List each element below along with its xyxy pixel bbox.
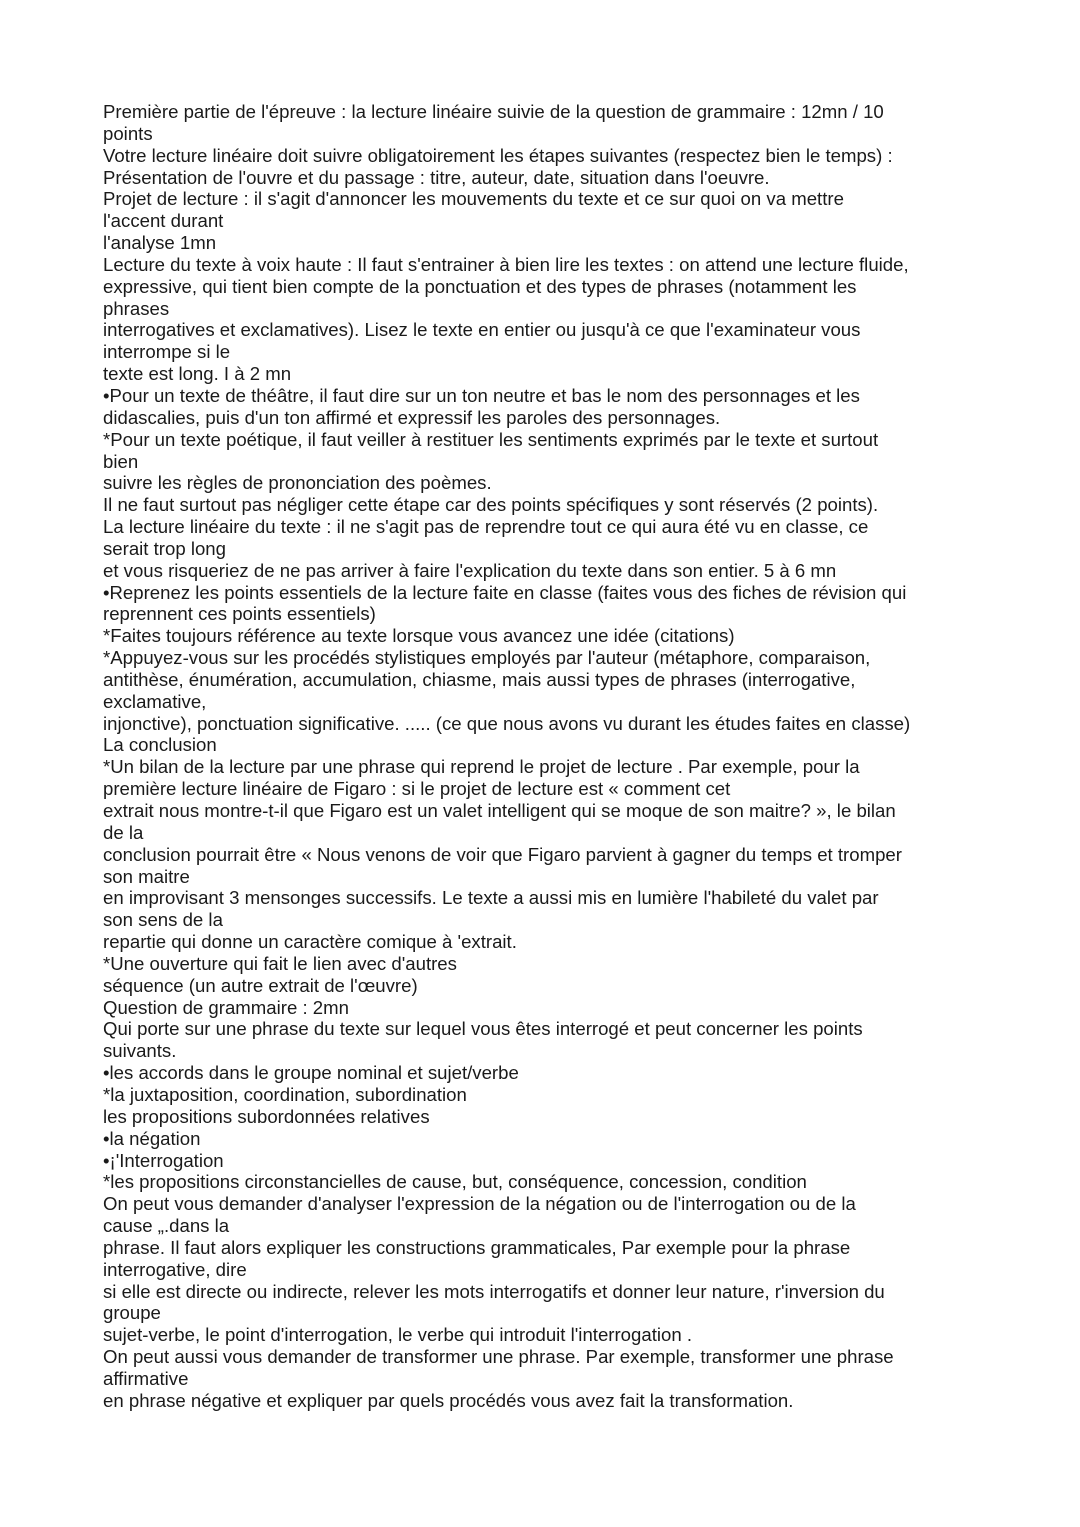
text-line: Question de grammaire : 2mn	[103, 996, 349, 1018]
text-line: On peut vous demander d'analyser l'expression de la négation ou de l'interrogation ou de la	[103, 1193, 856, 1215]
text-line: *la juxtaposition, coordination, subordination	[103, 1083, 467, 1105]
text-line: La lecture linéaire du texte : il ne s'agit pas de reprendre tout ce qui aura été vu en classe, ce	[103, 516, 869, 538]
text-line: l'accent durant	[103, 210, 224, 232]
text-line: les propositions subordonnées relatives	[103, 1105, 430, 1127]
text-line: son maitre	[103, 865, 190, 887]
text-line: Il ne faut surtout pas négliger cette étape car des points spécifiques y sont réservés (2 points).	[103, 494, 879, 516]
text-line: repartie qui donne un caractère comique à 'extrait.	[103, 931, 517, 953]
text-line: •¡'Interrogation	[103, 1149, 224, 1171]
text-line: points	[103, 122, 153, 144]
text-line: suivants.	[103, 1040, 177, 1062]
text-line: suivre les règles de prononciation des poèmes.	[103, 472, 492, 494]
text-line: La conclusion	[103, 734, 217, 756]
text-line: Projet de lecture : il s'agit d'annoncer les mouvements du texte et ce sur quoi on va mettre	[103, 188, 844, 210]
text-line: bien	[103, 450, 139, 472]
text-line: Votre lecture linéaire doit suivre obligatoirement les étapes suivantes (respectez bien le temps) :	[103, 144, 893, 166]
text-line: séquence (un autre extrait de l'œuvre)	[103, 974, 418, 996]
text-line: *Une ouverture qui fait le lien avec d'autres	[103, 952, 457, 974]
text-line: •les accords dans le groupe nominal et sujet/verbe	[103, 1062, 519, 1084]
document-page	[103, 101, 1003, 1412]
text-line: phrases	[103, 297, 170, 319]
text-line: •Pour un texte de théâtre, il faut dire sur un ton neutre et bas le nom des personnages et les	[103, 384, 860, 406]
text-line: affirmative	[103, 1367, 189, 1389]
text-line: et vous risqueriez de ne pas arriver à faire l'explication du texte dans son entier. 5 à 6 mn	[103, 559, 837, 581]
text-line: exclamative,	[103, 690, 207, 712]
text-line: *Pour un texte poétique, il faut veiller à restituer les sentiments exprimés par le texte et surtout	[103, 428, 879, 450]
text-line: *Appuyez-vous sur les procédés stylistiques employés par l'auteur (métaphore, comparaison,	[103, 647, 871, 669]
text-line: expressive, qui tient bien compte de la ponctuation et des types de phrases (notamment les	[103, 275, 857, 297]
text-line: *Faites toujours référence au texte lorsque vous avancez une idée (citations)	[103, 625, 735, 647]
text-line: interrogatives et exclamatives). Lisez le texte en entier ou jusqu'à ce que l'examinateur vous	[103, 319, 861, 341]
text-line: On peut aussi vous demander de transformer une phrase. Par exemple, transformer une phrase	[103, 1346, 894, 1368]
text-line: Présentation de l'ouvre et du passage : titre, auteur, date, situation dans l'oeuvre.	[103, 166, 770, 188]
text-line: conclusion pourrait être « Nous venons de voir que Figaro parvient à gagner du temps et tromper	[103, 843, 902, 865]
text-line: de la	[103, 821, 144, 843]
text-line: injonctive), ponctuation significative. ..... (ce que nous avons vu durant les études faites en classe)	[103, 712, 911, 734]
text-line: •Reprenez les points essentiels de la lecture faite en classe (faites vous des fiches de révision qui	[103, 581, 907, 603]
text-line: première lecture linéaire de Figaro : si le projet de lecture est « comment cet	[103, 778, 731, 800]
text-line: extrait nous montre-t-il que Figaro est un valet intelligent qui se moque de son maitre? », le bilan	[103, 800, 896, 821]
text-line: texte est long. I à 2 mn	[103, 363, 292, 385]
text-line: en phrase négative et expliquer par quels procédés vous avez fait la transformation.	[103, 1389, 794, 1411]
text-line: interrogative, dire	[103, 1258, 247, 1280]
text-line: son sens de la	[103, 909, 223, 931]
text-line: phrase. Il faut alors expliquer les constructions grammaticales, Par exemple pour la phrase	[103, 1236, 851, 1258]
text-line: Qui porte sur une phrase du texte sur lequel vous êtes interrogé et peut concerner les points	[103, 1018, 863, 1040]
text-line: groupe	[103, 1302, 161, 1324]
text-line: en improvisant 3 mensonges successifs. Le texte a aussi mis en lumière l'habileté du valet par	[103, 887, 879, 909]
text-line: *les propositions circonstancielles de cause, but, conséquence, concession, condition	[103, 1171, 807, 1193]
text-line: Première partie de l'épreuve : la lecture linéaire suivie de la question de grammaire : 12mn / 10	[103, 101, 884, 122]
text-line: serait trop long	[103, 537, 226, 559]
text-line: didascalies, puis d'un ton affirmé et expressif les paroles des personnages.	[103, 406, 721, 428]
text-line: l'analyse 1mn	[103, 232, 217, 254]
text-line: sujet-verbe, le point d'interrogation, le verbe qui introduit l'interrogation .	[103, 1324, 693, 1346]
text-line: cause „.dans la	[103, 1215, 230, 1237]
text-line: •la négation	[103, 1127, 201, 1149]
text-line: antithèse, énumération, accumulation, chiasme, mais aussi types de phrases (interrogative,	[103, 668, 856, 690]
text-line: *Un bilan de la lecture par une phrase qui reprend le projet de lecture . Par exemple, pour la	[103, 756, 860, 778]
text-line: reprennent ces points essentiels)	[103, 603, 376, 625]
text-line: Lecture du texte à voix haute : Il faut s'entrainer à bien lire les textes : on attend une lecture fluide,	[103, 253, 909, 275]
text-line: interrompe si le	[103, 341, 231, 363]
text-line: si elle est directe ou indirecte, relever les mots interrogatifs et donner leur nature, r'inversion du	[103, 1280, 885, 1302]
